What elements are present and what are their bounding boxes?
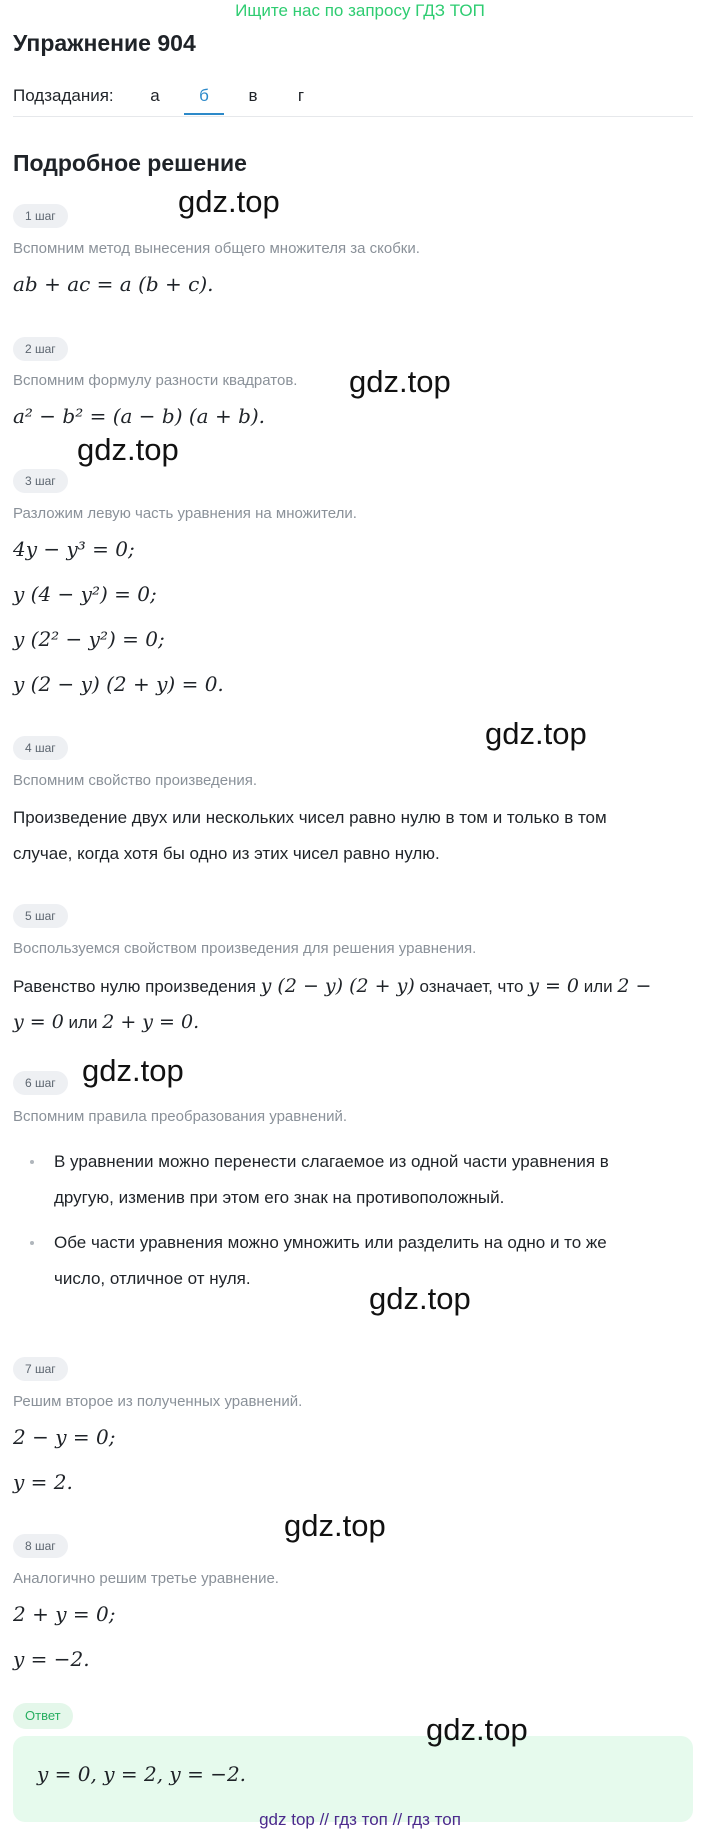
text-fragment: означает, что xyxy=(414,977,529,996)
math-line: 2 − y = 0; xyxy=(13,1425,116,1449)
tab-g[interactable]: г xyxy=(297,86,305,105)
step-badge: 7 шаг xyxy=(13,1357,68,1381)
tab-a[interactable]: а xyxy=(150,86,160,105)
bullet-text: Обе части уравнения можно умножить или разделить на одно и то же xyxy=(54,1233,607,1252)
bullet-item xyxy=(30,1144,680,1216)
math-fragment: 2 − xyxy=(617,975,652,997)
step-badge: 8 шаг xyxy=(13,1534,68,1558)
step-badge: 2 шаг xyxy=(13,337,68,361)
step-note: Вспомним метод вынесения общего множителя за скобки. xyxy=(13,240,420,257)
step-note: Вспомним правила преобразования уравнений. xyxy=(13,1108,348,1125)
step-badge: 5 шаг xyxy=(13,904,68,928)
math-fragment: y = 0 xyxy=(528,975,580,997)
bullet-text: число, отличное от нуля. xyxy=(54,1269,251,1288)
step-note: Решим второе из полученных уравнений. xyxy=(13,1393,303,1410)
solution-heading: Подробное решение xyxy=(13,150,247,176)
watermark: gdz.top xyxy=(485,716,587,751)
math-line: 2 + y = 0; xyxy=(13,1602,116,1626)
text-line xyxy=(13,968,693,1005)
bullet-dot xyxy=(30,1241,34,1245)
math-fragment: 2 + y = 0. xyxy=(102,1011,200,1033)
bullet-text: другую, изменив при этом его знак на противоположный. xyxy=(54,1188,505,1207)
text-fragment: или xyxy=(579,977,618,996)
math-line: 4y − y³ = 0; xyxy=(13,537,135,561)
watermark: gdz.top xyxy=(77,432,179,467)
math-fragment: y = 0 xyxy=(13,1011,64,1033)
math-line: y (2² − y²) = 0; xyxy=(13,627,165,651)
tab-v[interactable]: в xyxy=(248,86,258,105)
step-badge: 4 шаг xyxy=(13,736,68,760)
bullet-dot xyxy=(30,1160,34,1164)
step-badge: 1 шаг xyxy=(13,204,68,228)
step-note: Аналогично решим третье уравнение. xyxy=(13,1570,279,1587)
text-fragment: или xyxy=(63,1013,103,1032)
math-line: ab + ac = a (b + c). xyxy=(13,272,214,296)
step-badge: 3 шаг xyxy=(13,469,68,493)
answer-badge: Ответ xyxy=(13,1703,73,1729)
math-line: y = −2. xyxy=(13,1647,90,1671)
text-line: случае, когда хотя бы одно из этих чисел равно нулю. xyxy=(13,844,440,863)
footer-links[interactable]: gdz top // гдз топ // гдз топ xyxy=(259,1810,461,1829)
page-title: Упражнение 904 xyxy=(13,30,196,56)
step-note: Вспомним формулу разности квадратов. xyxy=(13,372,298,389)
text-line: Произведение двух или нескольких чисел равно нулю в том и только в том xyxy=(13,808,607,827)
watermark: gdz.top xyxy=(82,1053,184,1088)
bullet-text: В уравнении можно перенести слагаемое из одной части уравнения в xyxy=(54,1152,609,1171)
bullet-item xyxy=(30,1225,680,1297)
step-note: Разложим левую часть уравнения на множители. xyxy=(13,505,357,522)
text-fragment: Равенство нулю произведения xyxy=(13,977,261,996)
math-line: y = 2. xyxy=(13,1470,73,1494)
step-note: Вспомним свойство произведения. xyxy=(13,772,258,789)
math-line: y (4 − y²) = 0; xyxy=(13,582,157,606)
watermark: gdz.top xyxy=(369,1281,471,1316)
math-fragment: y (2 − y) (2 + y) xyxy=(260,975,415,997)
answer-value: y = 0, y = 2, y = −2. xyxy=(37,1762,247,1786)
math-line: y (2 − y) (2 + y) = 0. xyxy=(13,672,224,696)
step-note: Воспользуемся свойством произведения для решения уравнения. xyxy=(13,940,477,957)
subtask-tabs xyxy=(13,80,693,117)
watermark: gdz.top xyxy=(284,1508,386,1543)
text-line xyxy=(13,1004,693,1041)
promo-banner[interactable]: Ищите нас по запросу ГДЗ ТОП xyxy=(235,1,485,20)
watermark: gdz.top xyxy=(426,1712,528,1747)
step-badge: 6 шаг xyxy=(13,1071,68,1095)
tab-b[interactable]: б xyxy=(184,86,224,115)
math-line: a² − b² = (a − b) (a + b). xyxy=(13,404,266,428)
watermark: gdz.top xyxy=(178,184,280,219)
subtasks-label: Подзадания: xyxy=(13,86,114,105)
watermark: gdz.top xyxy=(349,364,451,399)
